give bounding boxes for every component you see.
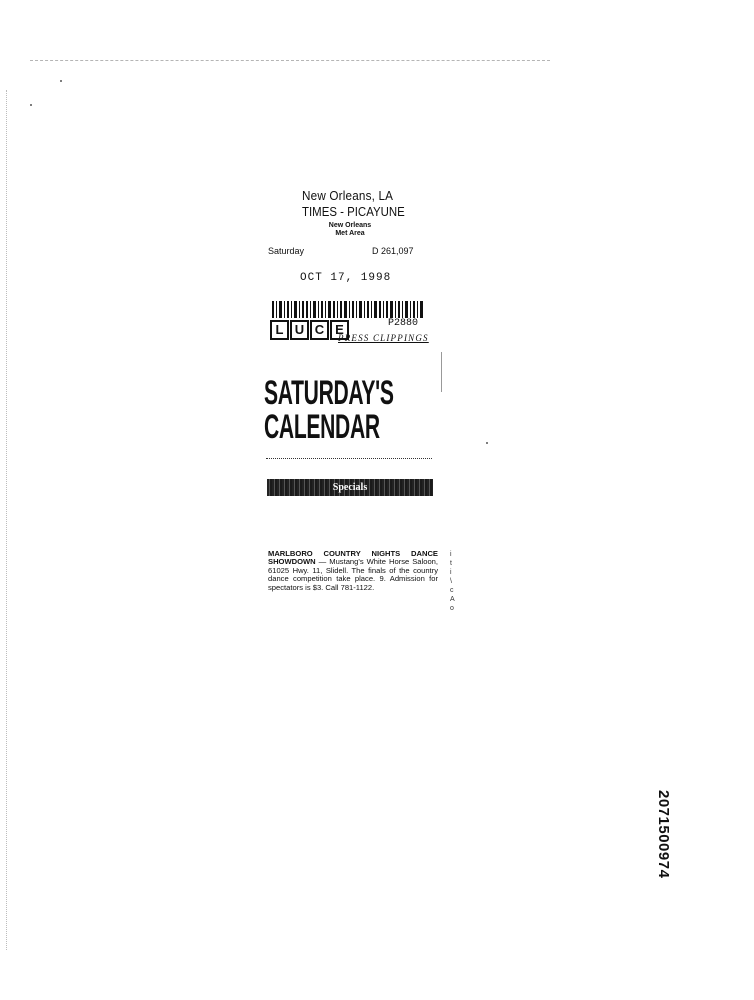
- scan-speck: [60, 80, 62, 82]
- barcode-icon: [272, 301, 424, 318]
- clipping-edge: [441, 352, 442, 392]
- scan-speck: [30, 104, 32, 106]
- luce-letter: L: [270, 320, 289, 340]
- luce-letter: C: [310, 320, 329, 340]
- clipping-date: OCT 17, 1998: [300, 272, 392, 284]
- section-label: Specials: [332, 482, 368, 493]
- clipping-edition: [320, 222, 380, 238]
- scan-top-rule: [30, 60, 550, 61]
- edition-line-1: New Orleans: [328, 222, 372, 229]
- clipping-circulation: D 261,097: [372, 246, 414, 256]
- clipping-city: New Orleans, LA: [302, 188, 394, 203]
- press-clippings-label: PRESS CLIPPINGS: [338, 333, 429, 343]
- headline-line-2: CALENDAR: [264, 408, 380, 446]
- event-listing: [268, 550, 438, 592]
- document-number: 2071500974: [655, 790, 672, 879]
- edition-line-2: Met Area: [335, 230, 365, 237]
- section-banner: [267, 479, 433, 496]
- event-title: MARLBORO COUNTRY NIGHTS DANCE SHOWDOWN: [268, 549, 438, 567]
- cropped-column-fragment: i t i \ c A o: [450, 551, 455, 612]
- clipping-newspaper: TIMES - PICAYUNE: [302, 204, 405, 219]
- scan-left-edge: [6, 90, 17, 950]
- luce-letter: U: [290, 320, 309, 340]
- headline-line-1: SATURDAY'S: [264, 374, 394, 412]
- clipping-ref-code: P2880: [388, 318, 419, 329]
- event-body: — Mustang's White Horse Saloon, 61025 Hwy. 11, Slidell. The finals of the country dance competition take place. 9. Admission for spectators is $3. Call 781-1122.: [268, 557, 438, 592]
- section-divider: [266, 458, 432, 459]
- article-headline: [264, 376, 394, 444]
- clipping-day: Saturday: [268, 246, 305, 256]
- scan-speck: [486, 442, 488, 444]
- luce-letter: E: [330, 320, 349, 340]
